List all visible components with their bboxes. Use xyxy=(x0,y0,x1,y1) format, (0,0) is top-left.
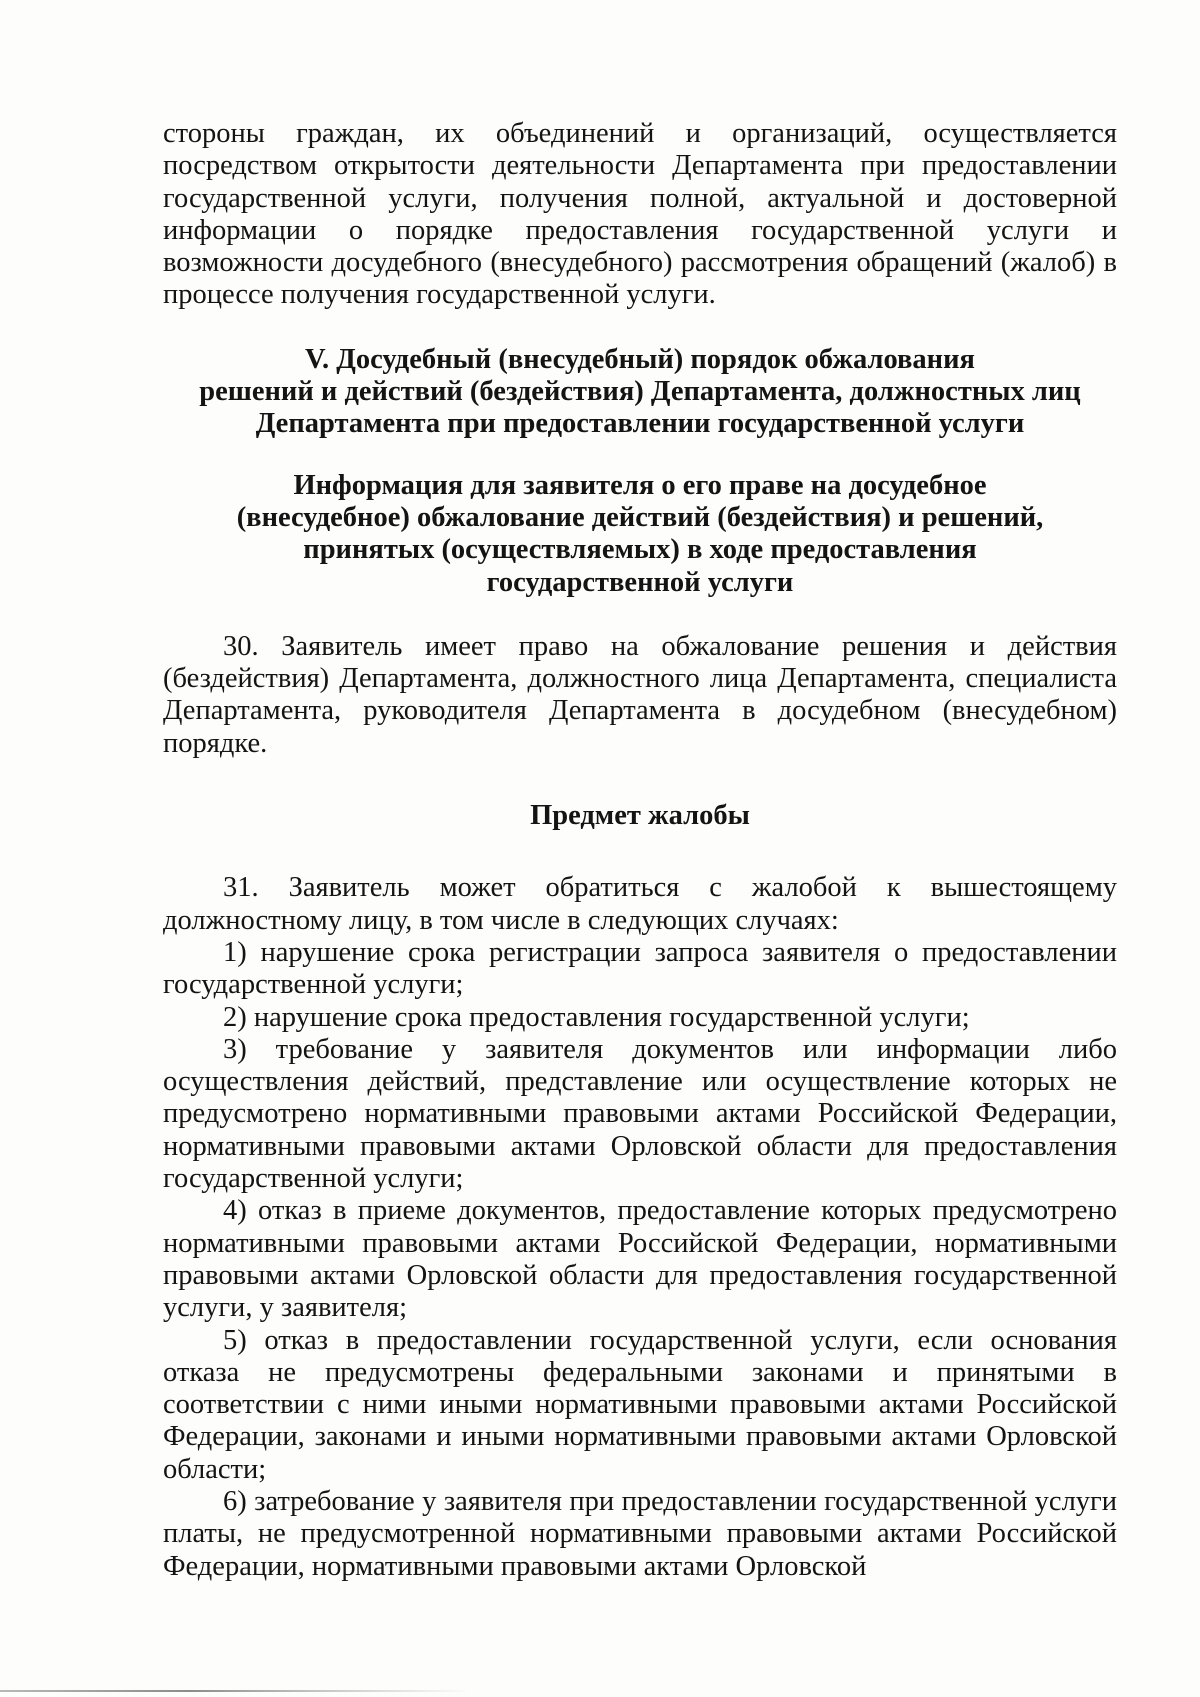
spacer xyxy=(163,441,1117,470)
subsection-heading-line: принятых (осуществляемых) в ходе предоставления xyxy=(303,534,977,566)
spacer xyxy=(163,599,1117,631)
list-item: 4) отказ в приеме документов, предоставление которых предусмотрено нормативными правовыми актами Российской Федерации, нормативными правовыми актами Орловской области для предоставления государственной услуги, у заявителя; xyxy=(163,1195,1117,1324)
spacer xyxy=(163,760,1117,800)
list-item: 3) требование у заявителя документов или информации либо осуществления действий, представление или осуществление которых не предусмотрено нормативными правовыми актами Российской Федерации, нормативными правовыми актами Орловской области для предоставления государственной услуги; xyxy=(163,1033,1117,1195)
complaint-heading: Предмет жалобы xyxy=(530,800,750,832)
subsection-heading-line: Информация для заявителя о его праве на досудебное xyxy=(293,469,987,501)
spacer xyxy=(163,312,1117,344)
section-heading-line: решений и действий (бездействия) Департамента, должностных лиц xyxy=(199,376,1081,408)
section-heading-line: V. Досудебный (внесудебный) порядок обжалования xyxy=(305,343,975,375)
list-item: 5) отказ в предоставлении государственной услуги, если основания отказа не предусмотрены федеральными законами и принятыми в соответствии с ними иными нормативными правовыми актами Российской Федерации, законами и иными нормативными правовыми актами Орловской области; xyxy=(163,1324,1117,1485)
section-heading-line: Департамента при предоставлении государственной услуги xyxy=(255,408,1025,440)
section-heading xyxy=(163,344,1117,441)
document-body xyxy=(163,118,1117,1583)
paragraph-30: 30. Заявитель имеет право на обжалование решения и действия (бездействия) Департамента, должностного лица Департамента, специалиста Департамента, руководителя Департамента в досудебном (внесудебном) порядке. xyxy=(163,630,1117,759)
intro-paragraph: стороны граждан, их объединений и организаций, осуществляется посредством открытости деятельности Департамента при предоставлении государственной услуги, получения полной, актуальной и достоверной информации о порядке предоставления государственной услуги и возможности досудебного (внесудебного) рассмотрения обращений (жалоб) в процессе получения государственной услуги. xyxy=(163,118,1117,311)
subsection-heading-line: (внесудебное) обжалование действий (бездействия) и решений, xyxy=(236,501,1044,533)
subsection-heading-line: государственной услуги xyxy=(486,566,794,598)
paragraph-31: 31. Заявитель может обратиться с жалобой к вышестоящему должностному лицу, в том числе в следующих случаях: xyxy=(163,872,1117,936)
list-item: 2) нарушение срока предоставления государственной услуги; xyxy=(223,1001,970,1033)
spacer xyxy=(163,832,1117,872)
list-item: 6) затребование у заявителя при предоставлении государственной услуги платы, не предусмотренной нормативными правовыми актами Российской Федерации, нормативными правовыми актами Орловской xyxy=(163,1485,1117,1582)
list-item: 1) нарушение срока регистрации запроса заявителя о предоставлении государственной услуги; xyxy=(163,936,1117,1001)
subsection-heading xyxy=(163,470,1117,599)
scan-edge-rule xyxy=(0,1690,470,1692)
